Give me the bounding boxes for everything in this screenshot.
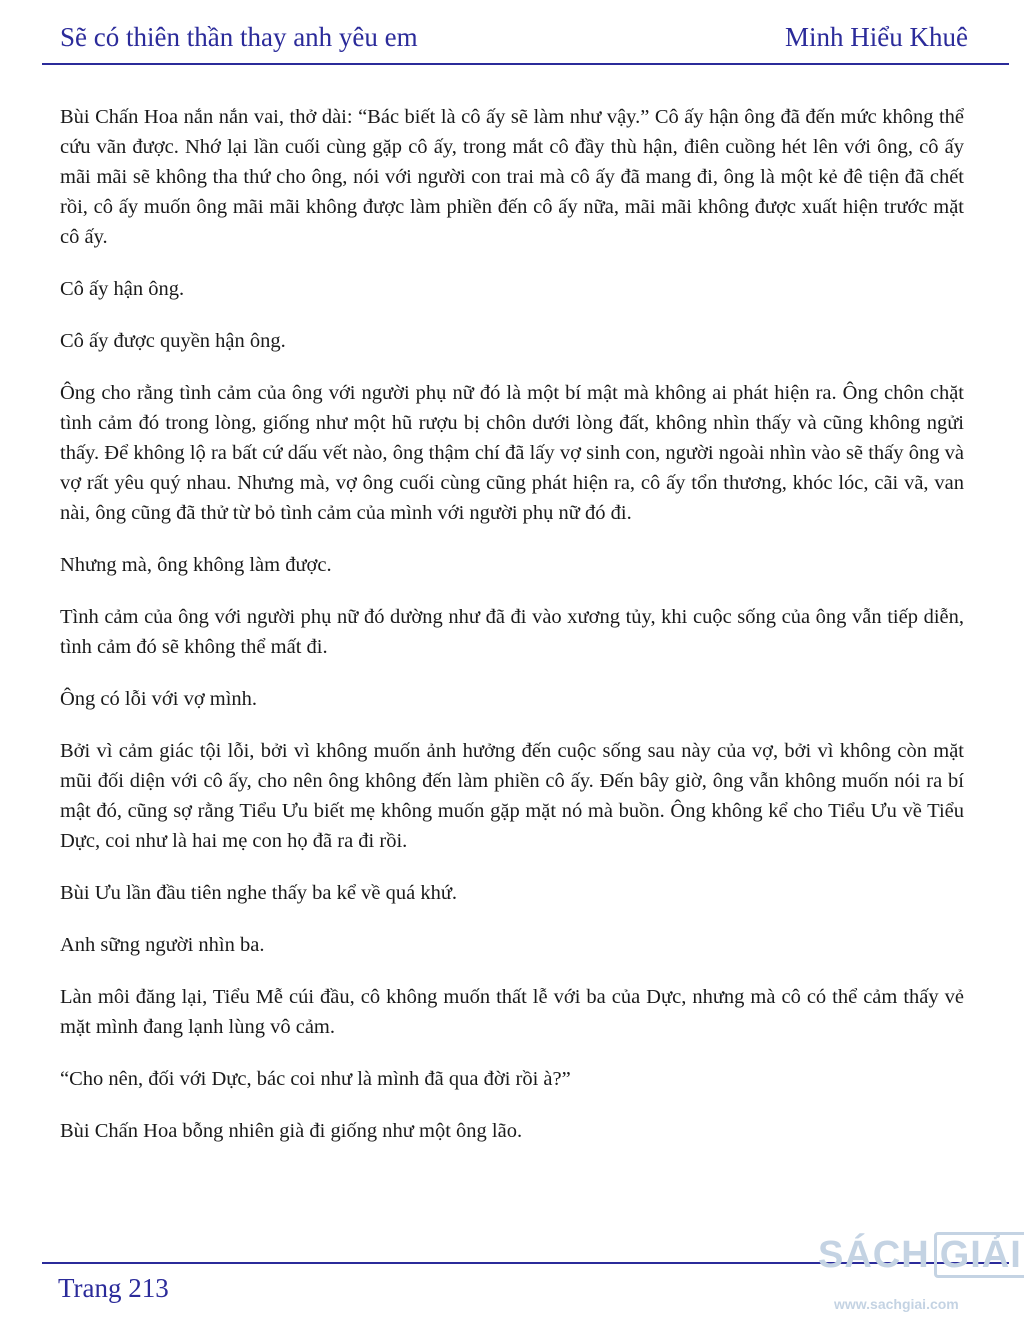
paragraph: Ông cho rằng tình cảm của ông với người phụ nữ đó là một bí mật mà không ai phát hiện ra. Ông chôn chặt tình cảm đó trong lòng, giống như một hũ rượu bị chôn dưới lòng đất, không nhìn thấy và cũng không ngửi thấy. Để không lộ ra bất cứ dấu vết nào, ông thậm chí đã lấy vợ sinh con, người ngoài nhìn vào sẽ thấy ông và vợ rất yêu quý nhau. Nhưng mà, vợ ông cuối cùng cũng phát hiện ra, cô ấy tổn thương, khóc lóc, cãi vã, van nài, ông cũng đã thử từ bỏ tình cảm của mình với người phụ nữ đó đi. [60, 382, 964, 524]
page-body [60, 102, 964, 1168]
watermark-logo-text [818, 1232, 1024, 1278]
paragraph: Cô ấy được quyền hận ông. [60, 330, 286, 352]
paragraph: Bùi Chấn Hoa nắn nắn vai, thở dài: “Bác biết là cô ấy sẽ làm như vậy.” Cô ấy hận ông đã đến mức không thể cứu vãn được. Nhớ lại lần cuối cùng gặp cô ấy, trong mắt cô đầy thù hận, điên cuồng hét lên với ông, cô ấy mãi mãi sẽ không tha thứ cho ông, nói với người con trai mà cô ấy đã mang đi, ông là một kẻ đê tiện đã chết rồi, cô ấy muốn ông mãi mãi không được làm phiền đến cô ấy nữa, mãi mãi không được xuất hiện trước mặt cô ấy. [60, 106, 964, 248]
paragraph: Bùi Chấn Hoa bỗng nhiên già đi giống như một ông lão. [60, 1120, 523, 1142]
paragraph: Cô ấy hận ông. [60, 278, 185, 300]
paragraph: Tình cảm của ông với người phụ nữ đó dường như đã đi vào xương tủy, khi cuộc sống của ông vẫn tiếp diễn, tình cảm đó sẽ không thể mất đi. [60, 606, 964, 658]
page-number: Trang 213 [58, 1273, 169, 1303]
paragraph: Nhưng mà, ông không làm được. [60, 554, 332, 576]
paragraph: Làn môi đăng lại, Tiểu Mễ cúi đầu, cô không muốn thất lễ với ba của Dực, nhưng mà cô có thể cảm thấy vẻ mặt mình đang lạnh lùng vô cảm. [60, 986, 964, 1038]
paragraph: Anh sững người nhìn ba. [60, 934, 265, 956]
document-title: Sẽ có thiên thần thay anh yêu em [60, 22, 418, 52]
watermark-logo-left: SÁCH [818, 1234, 930, 1276]
paragraph: Bùi Ưu lần đầu tiên nghe thấy ba kể về quá khứ. [60, 882, 458, 904]
watermark-logo [818, 1232, 1024, 1320]
paragraph: Bởi vì cảm giác tội lỗi, bởi vì không muốn ảnh hưởng đến cuộc sống sau này của vợ, bởi vì không còn mặt mũi đối diện với cô ấy, cho nên ông không đến làm phiền cô ấy. Đến bây giờ, ông vẫn không muốn nói ra bí mật đó, cũng sợ rằng Tiểu Ưu biết mẹ không muốn gặp mặt nó mà buồn. Ông không kể cho Tiểu Ưu về Tiểu Dực, coi như là hai mẹ con họ đã ra đi rồi. [60, 740, 964, 852]
paragraph: “Cho nên, đối với Dực, bác coi như là mình đã qua đời rồi à?” [60, 1068, 571, 1090]
header-divider [42, 63, 1009, 65]
paragraph: Ông có lỗi với vợ mình. [60, 688, 258, 710]
document-author: Minh Hiểu Khuê [785, 22, 968, 52]
watermark-logo-right: GIẢI [934, 1232, 1024, 1278]
watermark-url: www.sachgiai.com [834, 1296, 959, 1312]
